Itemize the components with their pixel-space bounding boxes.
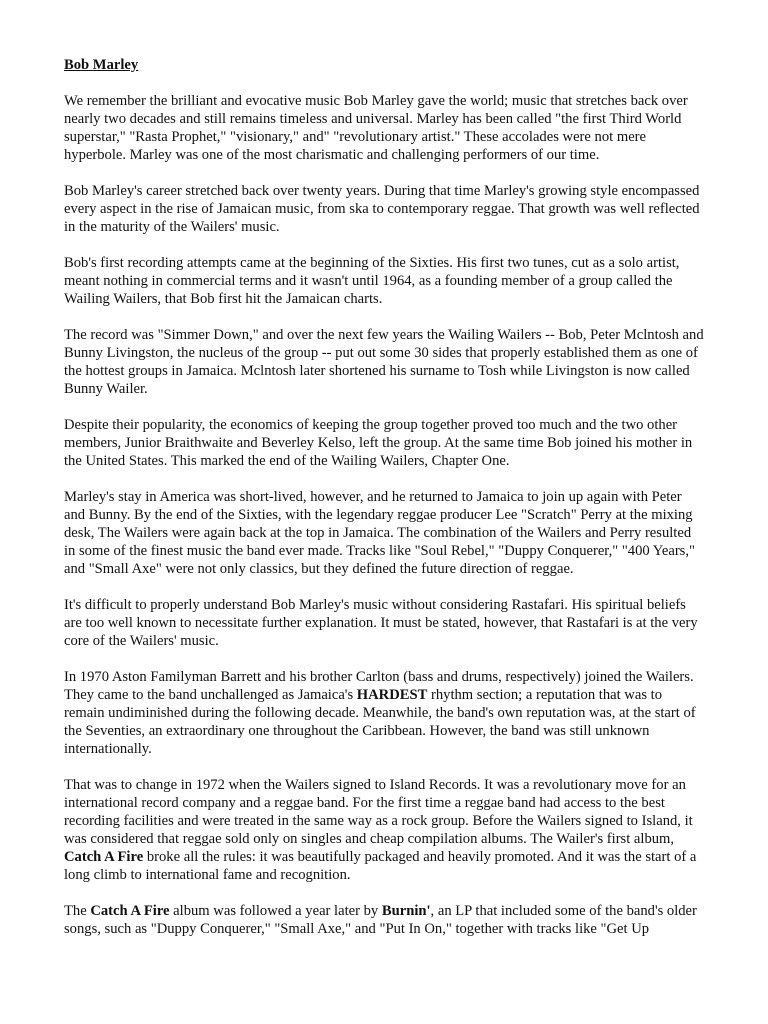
- paragraph-8-text-end: rhythm section; a reputation that was to remain undiminished during the following decade. Meanwhile, the band's own reputation was, at the start of the Seventies, an extraordinary one throughout the Caribbean. However, the band was still unknown internationally.: [64, 687, 696, 757]
- paragraph-8: [64, 668, 706, 758]
- paragraph-9: [64, 776, 706, 884]
- paragraph-9-text-end: broke all the rules: it was beautifully packaged and heavily promoted. And it was the start of a long climb to international fame and recognition.: [64, 849, 697, 883]
- paragraph-3: Bob's first recording attempts came at the beginning of the Sixties. His first two tunes, cut as a solo artist, meant nothing in commercial terms and it wasn't until 1964, as a founding member of a group called the Wailing Wailers, that Bob first hit the Jamaican charts.: [64, 255, 680, 307]
- paragraph-5: Despite their popularity, the economics of keeping the group together proved too much and the two other members, Junior Braithwaite and Beverley Kelso, left the group. At the same time Bob joined his mother in the United States. This marked the end of the Wailing Wailers, Chapter One.: [64, 417, 693, 469]
- paragraph-10-text-a: The: [64, 903, 91, 919]
- album-title-catch-a-fire-2: Catch A Fire: [90, 903, 170, 919]
- paragraph-10-text-c: , an LP that included some of the band's older songs, such as "Duppy Conquerer," "Small Axe," and "Put In On," together with tracks like "Get Up: [64, 903, 697, 937]
- document-body: [64, 56, 706, 956]
- paragraph-9-text-start: That was to change in 1972 when the Wailers signed to Island Records. It was a revolutionary move for an international record company and a reggae band. For the first time a reggae band had access to the best recording facilities and were treated in the same way as a rock group. Before the Wailers signed to Island, it was considered that reggae sold only on singles and cheap compilation albums. The Wailer's first album,: [64, 777, 693, 847]
- paragraph-4: The record was "Simmer Down," and over the next few years the Wailing Wailers -- Bob, Peter Mclntosh and Bunny Livingston, the nucleus of the group -- put out some 30 sides that properly established them as one of the hottest groups in Jamaica. Mclntosh later shortened his surname to Tosh while Livingston is now called Bunny Wailer.: [64, 327, 704, 397]
- paragraph-8-text-start: In 1970 Aston Familyman Barrett and his brother Carlton (bass and drums, respectively) joined the Wailers. They came to the band unchallenged as Jamaica's: [64, 669, 694, 703]
- paragraph-6: Marley's stay in America was short-lived, however, and he returned to Jamaica to join up again with Peter and Bunny. By the end of the Sixties, with the legendary reggae producer Lee "Scratch" Perry at the mixing desk, The Wailers were again back at the top in Jamaica. The combination of the Wailers and Perry resulted in some of the finest music the band ever made. Tracks like "Soul Rebel," "Duppy Conquerer," "400 Years," and "Small Axe" were not only classics, but they defined the future direction of reggae.: [64, 489, 695, 577]
- paragraph-2: Bob Marley's career stretched back over twenty years. During that time Marley's growing style encompassed every aspect in the rise of Jamaican music, from ska to contemporary reggae. That growth was well reflected in the maturity of the Wailers' music.: [64, 183, 700, 235]
- paragraph-10-text-b: album was followed a year later by: [169, 903, 382, 919]
- hardest-emphasis: HARDEST: [356, 687, 428, 703]
- paragraph-7: It's difficult to properly understand Bob Marley's music without considering Rastafari. His spiritual beliefs are too well known to necessitate further explanation. It must be stated, however, that Rastafari is at the very core of the Wailers' music.: [64, 597, 698, 649]
- document-title: Bob Marley: [64, 57, 139, 73]
- album-title-catch-a-fire: Catch A Fire: [64, 849, 144, 865]
- paragraph-10: [64, 902, 706, 938]
- paragraph-1: We remember the brilliant and evocative music Bob Marley gave the world; music that stretches back over nearly two decades and still remains timeless and universal. Marley has been called "the first Third World superstar," "Rasta Prophet," "visionary," and" "revolutionary artist." These accolades were not mere hyperbole. Marley was one of the most charismatic and challenging performers of our time.: [64, 93, 688, 163]
- album-title-burnin: Burnin': [381, 903, 431, 919]
